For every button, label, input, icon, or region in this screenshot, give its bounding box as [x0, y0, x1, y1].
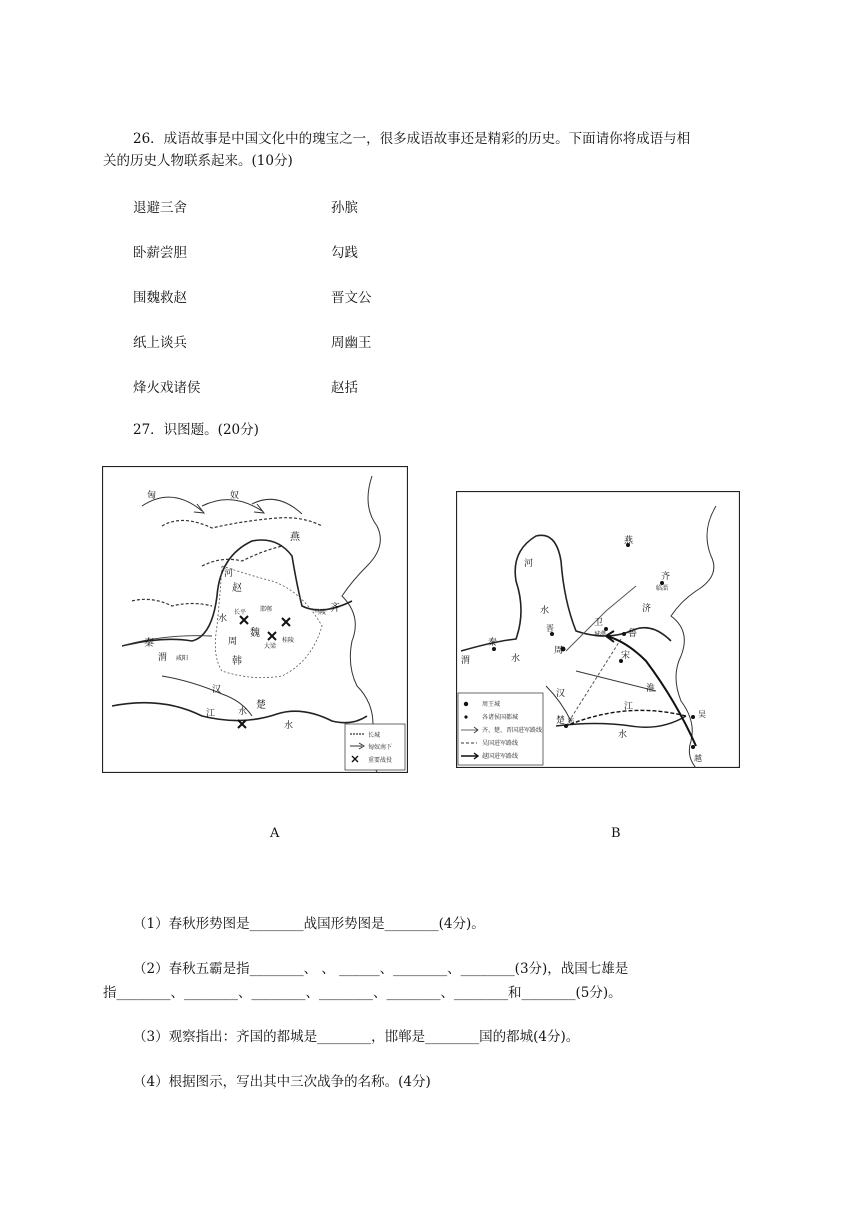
map-b-label-yue: 越	[694, 754, 702, 763]
map-a-label-xiongnu1: 匈	[147, 491, 157, 501]
question-4: （4）根据图示，写出其中三次战争的名称。(4分)	[133, 1074, 431, 1090]
map-a-label-chu: 楚	[256, 700, 266, 711]
map-a-label-handan: 邯郸	[260, 606, 273, 613]
question-1: （1）春秋形势图是________战国形势图是________(4分)。	[133, 916, 485, 932]
person-1: 孙膑	[331, 200, 358, 216]
map-b-label-wei-state: 卫	[594, 618, 604, 628]
map-b-legend-wu: 吴国进军路线	[482, 740, 519, 747]
idiom-1: 退避三舍	[133, 200, 187, 216]
map-a-label-wei: 魏	[250, 628, 260, 639]
person-3: 晋文公	[331, 290, 372, 306]
map-a-label-yan: 燕	[290, 532, 300, 543]
map-a-label-guiling: 桂陵	[282, 637, 295, 644]
map-b-label-chu: 楚	[556, 716, 566, 726]
map-b-legend-state-capital: 各诸侯国都城	[482, 714, 519, 721]
map-b-label-wei-river: 渭	[461, 656, 471, 666]
idiom-3: 围魏救赵	[133, 290, 187, 306]
person-4: 周幽王	[331, 335, 372, 351]
question-2-line1: （2）春秋五霸是指________、 、 ______、________、________(3分)，战国七雄是	[133, 961, 629, 977]
map-b-label-chengpu: 城濮	[594, 631, 607, 638]
idiom-5: 烽火戏诸侯	[133, 380, 201, 396]
map-a-label-han: 韩	[232, 656, 242, 667]
map-a-label-qi: 齐	[330, 603, 340, 614]
map-b-label-ying: 郢	[568, 718, 575, 725]
q26-prompt-line1: 26．成语故事是中国文化中的瑰宝之一，很多成语故事还是精彩的历史。下面请你将成语与相	[133, 131, 691, 147]
person-2: 勾践	[331, 245, 358, 261]
map-b-label-zhou: 周	[554, 646, 564, 656]
map-a-label-han-river: 汉	[212, 685, 222, 695]
map-a-legend-xiongnu: 匈奴南下	[368, 744, 393, 751]
map-b-legend-zhou-capital: 周王城	[482, 701, 501, 708]
map-b-label-han-river: 汉	[556, 689, 566, 699]
question-3: （3）观察指出：齐国的都城是________，邯郸是________国的都城(4分)。	[133, 1029, 580, 1045]
q27-title: 27．识图题。(20分)	[133, 422, 259, 438]
map-a-label-wei-river: 渭	[158, 653, 168, 663]
map-a-label-xianyang: 咸阳	[176, 655, 189, 662]
person-5: 赵括	[331, 380, 358, 396]
map-a-label-changping: 长平	[234, 609, 247, 616]
map-a-label-zhou: 周	[228, 637, 238, 647]
map-a-label-jiang: 江	[206, 709, 216, 719]
map-a-label-maling: 马陵	[314, 609, 327, 616]
map-a-label-shui2: 水	[238, 707, 248, 717]
idiom-4: 纸上谈兵	[133, 335, 187, 351]
map-a-label-he: 河	[224, 569, 234, 579]
map-b-legend-yue: 越国进军路线	[482, 753, 519, 760]
map-b-label-yan: 燕	[624, 536, 634, 546]
map-a-label-shui3: 水	[284, 721, 294, 731]
map-b	[456, 491, 740, 768]
map-b-label-shui2: 水	[511, 654, 521, 664]
map-b-label-qin: 秦	[488, 638, 498, 648]
map-a-label-xiongnu2: 奴	[230, 491, 240, 501]
map-b-label-wu: 吴	[698, 710, 706, 719]
map-a-label-shui1: 水	[218, 614, 228, 624]
question-2-line2: 指________、________、________、________、________、________和________(5分)。	[103, 985, 622, 1001]
map-a-legend-wall: 长城	[368, 732, 381, 739]
map-a-caption: A	[270, 826, 280, 841]
map-b-label-shui3: 水	[618, 730, 628, 740]
map-b-label-he: 河	[524, 559, 534, 569]
map-a-label-zhao: 赵	[232, 583, 242, 594]
map-b-label-jiang: 江	[624, 702, 634, 712]
map-a-label-qin: 秦	[144, 638, 154, 649]
q26-prompt-line2: 关的历史人物联系起来。(10分)	[103, 153, 293, 169]
map-b-label-qi: 齐	[661, 572, 671, 582]
map-b-label-shui1: 水	[540, 606, 550, 616]
idiom-2: 卧薪尝胆	[133, 245, 187, 261]
map-b-label-song: 宋	[621, 651, 631, 661]
map-a-legend-battle: 重要战役	[368, 757, 393, 764]
map-a	[102, 466, 408, 773]
map-b-label-linzi: 临淄	[656, 585, 669, 592]
map-b-label-huai: 淮	[646, 684, 656, 694]
map-b-label-lu: 鲁	[628, 629, 638, 639]
map-b-caption: B	[611, 826, 621, 841]
map-b-label-ji: 济	[642, 604, 652, 614]
map-b-label-jin: 晋	[546, 624, 554, 633]
map-b-legend-qi-chu-jin: 齐、楚、晋国进军路线	[482, 727, 543, 734]
map-a-label-daliang: 大梁	[264, 643, 277, 650]
